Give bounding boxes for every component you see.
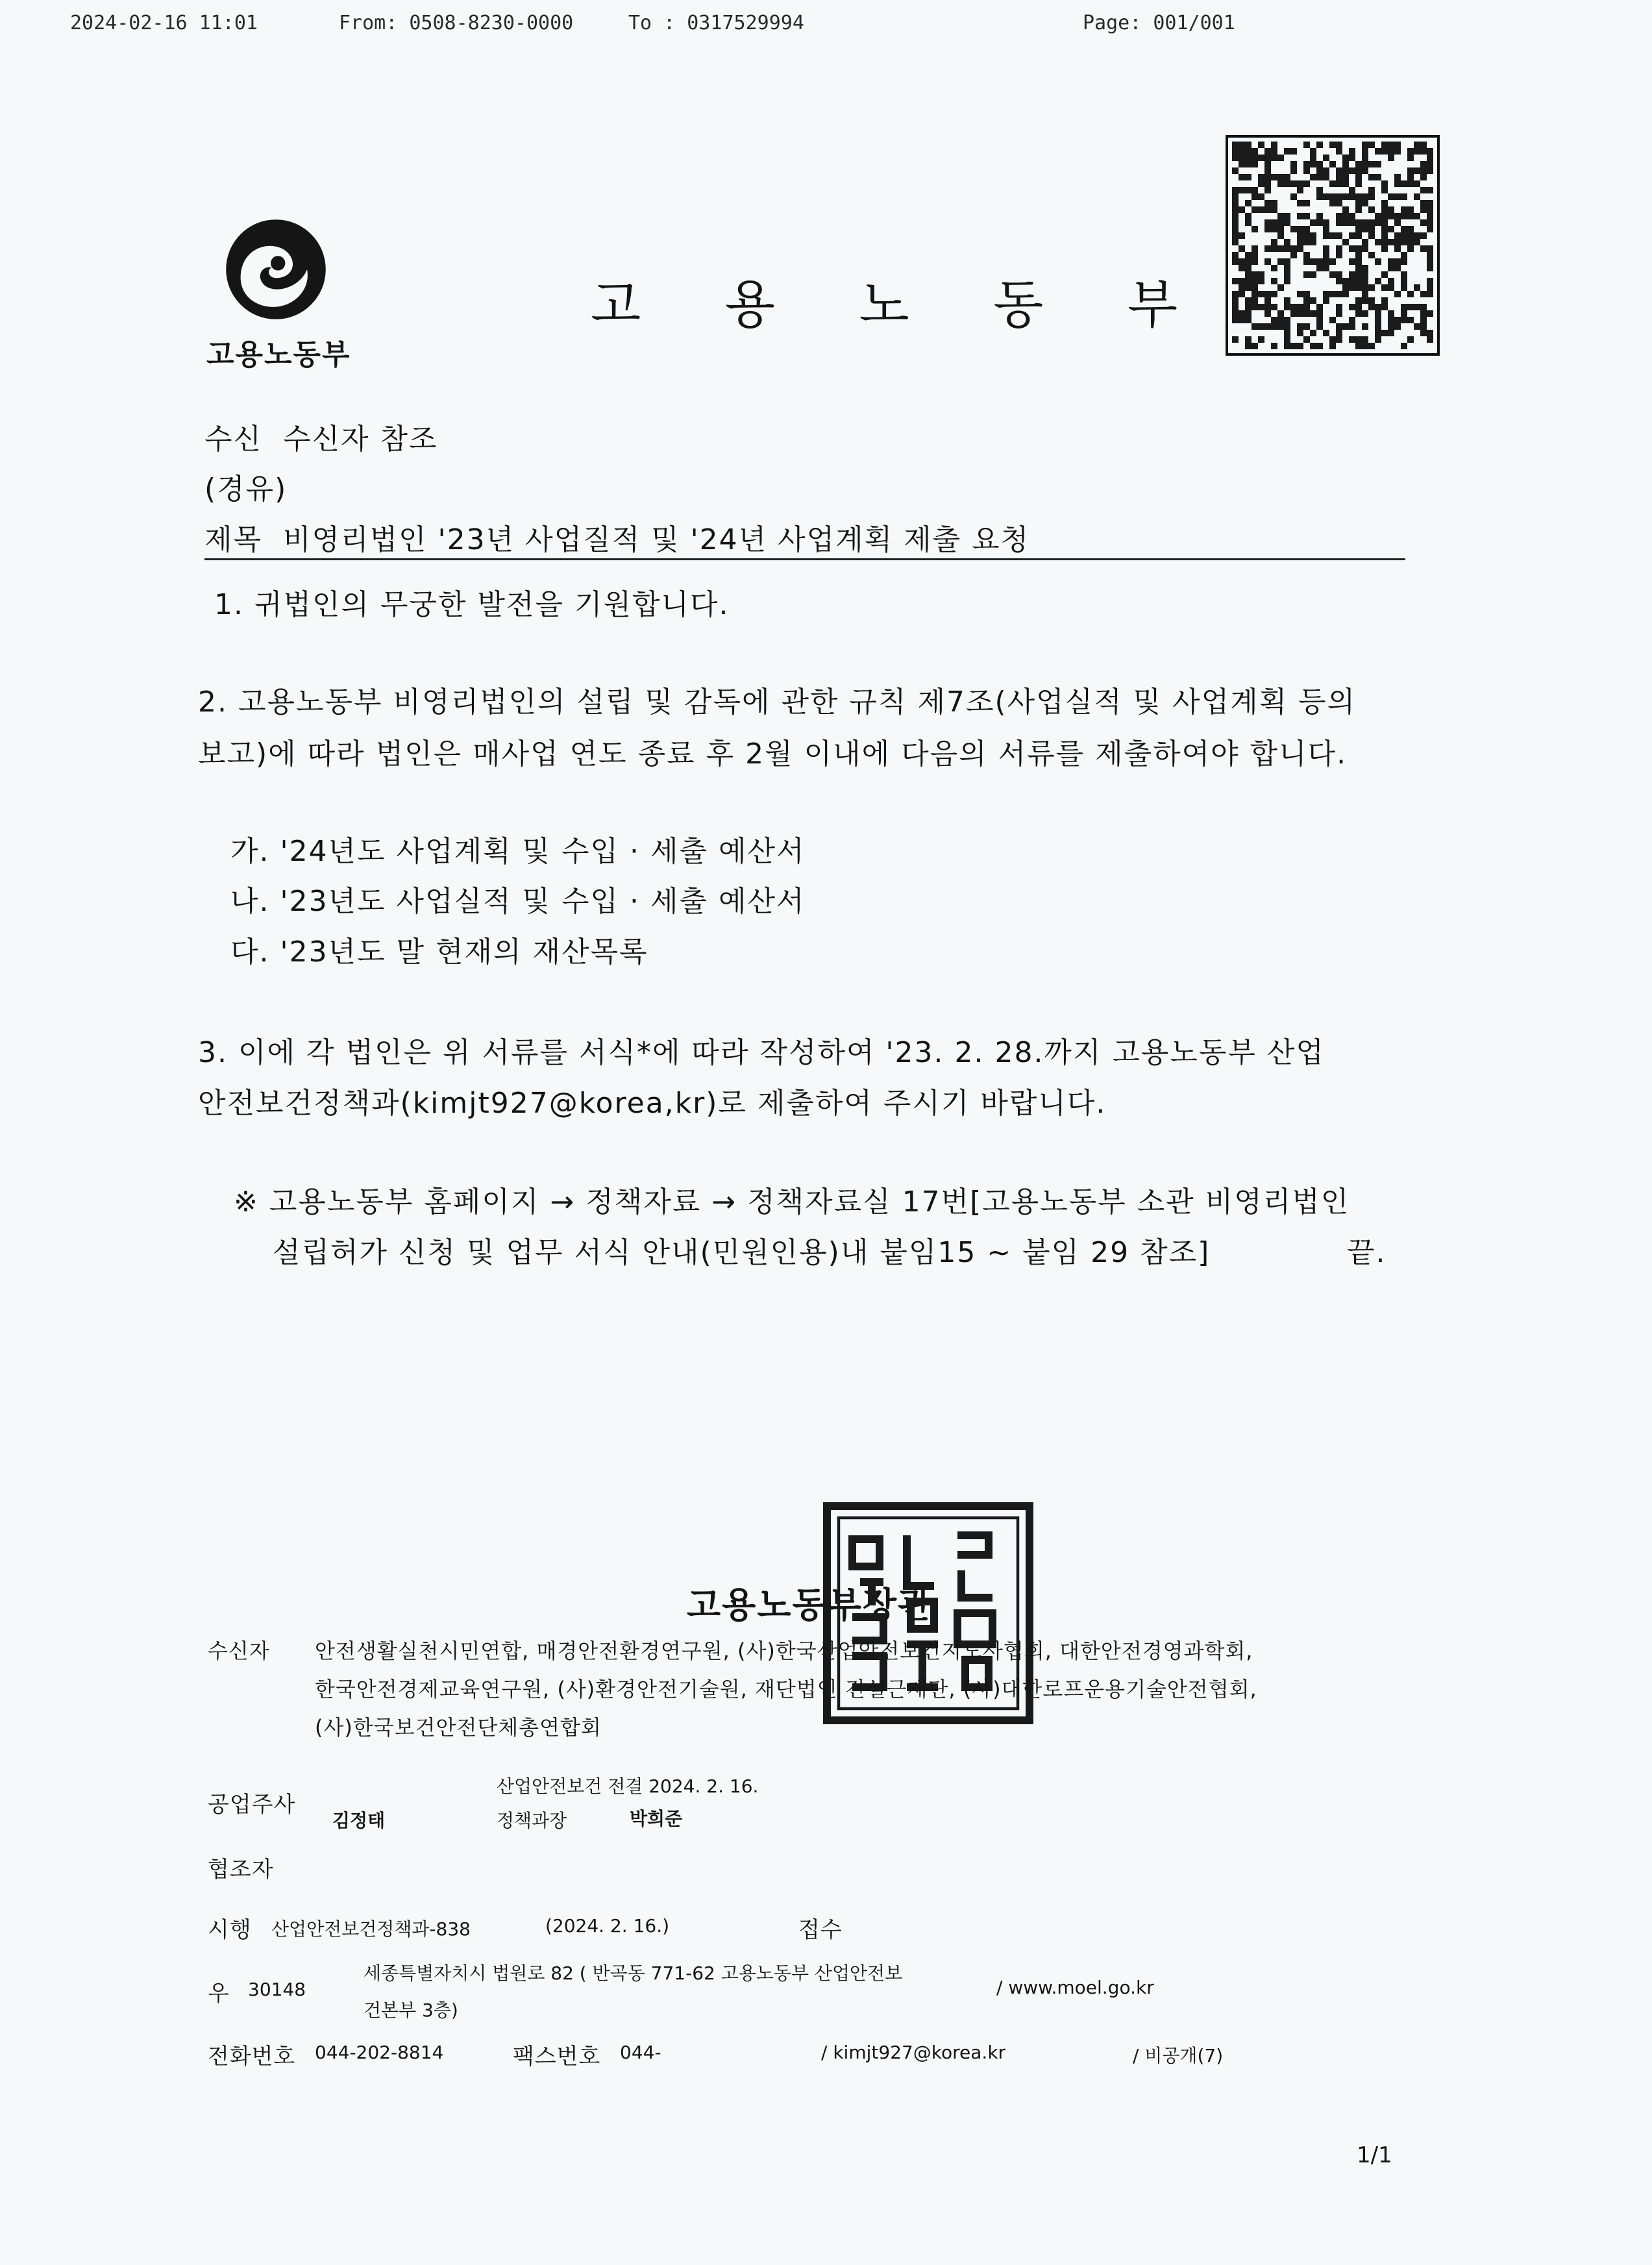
fax-datetime: 2024-02-16 11:01 <box>70 12 258 34</box>
paragraph-3-line-2: 안전보건정책과(kimjt927@korea,kr)로 제출하여 주시기 바랍니다. <box>198 1087 1107 1120</box>
paragraph-2-line-2: 보고)에 따라 법인은 매사업 연도 종료 후 2월 이내에 다음의 서류를 제출하여야 합니다. <box>198 737 1348 771</box>
subject-value: 비영리법인 '23년 사업질적 및 '24년 사업계획 제출 요청 <box>283 523 1030 556</box>
approval-dept: 산업안전보건 전결 2024. 2. 16. <box>497 1776 759 1797</box>
page-number: 1/1 <box>1357 2142 1392 2168</box>
header-divider <box>204 558 1405 560</box>
qr-code-icon <box>1226 135 1440 356</box>
address-line-2: 건본부 3층) <box>364 1999 458 2021</box>
recipients-line-3: (사)한국보건안전단체총연합회 <box>315 1715 602 1740</box>
fax-label: 팩스번호 <box>513 2044 601 2070</box>
fax-to: To : 0317529994 <box>628 12 804 34</box>
officer-name: 김정태 <box>332 1810 386 1831</box>
paragraph-3-line-1: 3. 이에 각 법인은 위 서류를 서식*에 따라 작성하여 '23. 2. 28.까지 고용노동부 산업 <box>198 1036 1325 1069</box>
logo-text: 고용노동부 <box>206 338 351 371</box>
postal-label: 우 <box>208 1981 230 2007</box>
sender-name: 고용노동부장관 <box>687 1585 933 1626</box>
fax-from: From: 0508-8230-0000 <box>339 12 574 34</box>
enforce-label: 시행 <box>208 1917 252 1943</box>
officer-title: 공업주사 <box>208 1792 296 1818</box>
via-row: (경유) <box>204 473 288 506</box>
phone-number: 044-202-8814 <box>315 2042 444 2063</box>
paragraph-1: 1. 귀법인의 무궁한 발전을 기원합니다. <box>214 588 730 621</box>
document-date: (2024. 2. 16.) <box>545 1915 670 1937</box>
document-number: 산업안전보건정책과-838 <box>271 1918 471 1940</box>
head-name: 박희준 <box>630 1808 683 1829</box>
list-item: 다. '23년도 말 현재의 재산목록 <box>230 935 648 969</box>
end-mark: 끝. <box>1347 1236 1387 1269</box>
head-title: 정책과장 <box>497 1810 567 1831</box>
recipient-row <box>204 415 438 457</box>
recipient-value: 수신자 참조 <box>283 423 438 456</box>
recipients-line-2: 한국안전경제교육연구원, (사)환경안전기술원, 재단법인 건설근재단, (사)대한로프운용기술안전협회, <box>315 1677 1257 1702</box>
document-title: 고 용 노 동 부 <box>591 275 1212 335</box>
receive-label: 접수 <box>798 1917 843 1943</box>
recipient-label: 수신 <box>204 423 263 456</box>
subject-label: 제목 <box>204 523 263 556</box>
cooperator-label: 협조자 <box>208 1857 274 1883</box>
recipients-label: 수신자 <box>208 1639 270 1663</box>
disclosure-status: / 비공개(7) <box>1133 2045 1224 2066</box>
website: / www.moel.go.kr <box>996 1977 1154 1998</box>
reference-note-line-1: ※ 고용노동부 홈페이지 → 정책자료 → 정책자료실 17번[고용노동부 소관 비영리법인 <box>234 1185 1350 1219</box>
fax-number: 044- <box>620 2042 661 2063</box>
postal-code: 30148 <box>248 1979 306 2000</box>
phone-label: 전화번호 <box>208 2044 296 2070</box>
fax-page: Page: 001/001 <box>1083 12 1235 34</box>
address-line-1: 세종특별자치시 법원로 82 ( 반곡동 771-62 고용노동부 산업안전보 <box>364 1962 903 1984</box>
recipients-line-1: 안전생활실천시민연합, 매경안전환경연구원, (사)한국산업안전보건지도사협회, 대한안전경영과학회, <box>315 1639 1253 1663</box>
subject-row <box>204 516 1029 558</box>
ministry-logo-icon <box>224 217 328 321</box>
paragraph-2-line-1: 2. 고용노동부 비영리법인의 설립 및 감독에 관한 규칙 제7조(사업실적 및 사업계획 등의 <box>198 686 1357 719</box>
list-item: 가. '24년도 사업계획 및 수입 · 세출 예산서 <box>230 835 806 868</box>
list-item: 나. '23년도 사업실적 및 수입 · 세출 예산서 <box>230 885 806 918</box>
contact-email: / kimjt927@korea.kr <box>821 2042 1006 2063</box>
reference-note-line-2: 설립허가 신청 및 업무 서식 안내(민원인용)내 붙임15 ~ 붙임 29 참조] <box>273 1236 1211 1269</box>
